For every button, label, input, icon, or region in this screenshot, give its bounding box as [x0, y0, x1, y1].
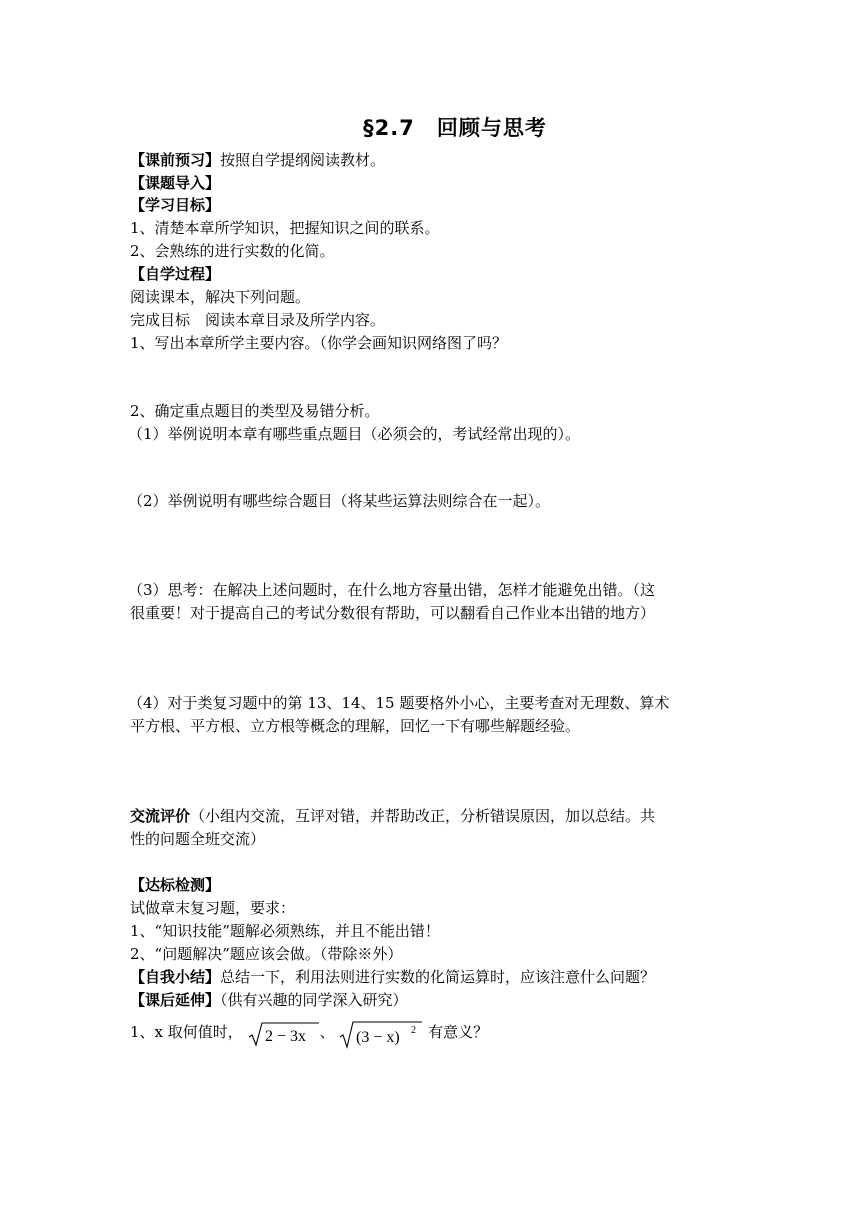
question-2-4-line-a: （4）对于类复习题中的第 13、14、15 题要格外小心，主要考查对无理数、算术: [128, 694, 670, 712]
check-item-2: 2、“问题解决”题应该会做。（带除※外）: [130, 945, 403, 963]
sqrt-expression-1: [248, 1018, 320, 1048]
exchange-line-a: [130, 806, 740, 827]
summary-label: 【自我小结】: [130, 968, 221, 986]
extension-question-1: [130, 1017, 740, 1049]
question-2-4-line-b: 平方根、平方根、立方根等概念的理解，回忆一下有哪些解题经验。: [130, 717, 581, 735]
process-label: 【自学过程】: [130, 265, 221, 283]
extension-text: （供有兴趣的同学深入研究）: [220, 991, 408, 1009]
summary-text: 总结一下，利用法则进行实数的化简运算时，应该注意什么问题？: [220, 968, 656, 986]
check-line-1: 试做章末复习题，要求：: [130, 899, 296, 917]
process-line-2: 完成目标 阅读本章目录及所学内容。: [130, 311, 386, 329]
question-2-3-line-a: （3）思考：在解决上述问题时，在什么地方容量出错，怎样才能避免出错。（这: [128, 581, 656, 599]
intro-line: [130, 173, 740, 194]
sqrt-expression-2: [339, 1018, 423, 1049]
exchange-text-a: （小组内交流，互评对错，并帮助改正，分析错误原因，加以总结。共: [190, 807, 656, 825]
process-heading: [130, 264, 740, 285]
expression-separator: 、: [319, 1023, 335, 1041]
extension-q1-prefix: 1、x 取何值时，: [130, 1023, 243, 1041]
goal-item-1: 1、清楚本章所学知识，把握知识之间的联系。: [130, 219, 440, 237]
expr2-text: (3 − x): [356, 1028, 401, 1046]
expr2-exponent: 2: [411, 1024, 417, 1036]
extension-line: [130, 990, 740, 1011]
question-2-2: （2）举例说明有哪些综合题目（将某些运算法则综合在一起）。: [128, 492, 551, 510]
preview-text: 按照自学提纲阅读教材。: [220, 151, 386, 169]
radical-sign-icon-2: [339, 1019, 423, 1049]
question-2-1: （1）举例说明本章有哪些重点题目（必须会的，考试经常出现的）。: [128, 425, 581, 443]
check-label: 【达标检测】: [130, 876, 221, 894]
preview-line: [130, 150, 740, 171]
intro-label: 【课题导入】: [130, 174, 221, 192]
question-2: 2、确定重点题目的类型及易错分析。: [130, 402, 380, 420]
page-title: §2.7 回顾与思考: [363, 116, 547, 140]
goals-label: 【学习目标】: [130, 196, 221, 214]
extension-label: 【课后延伸】: [130, 991, 221, 1009]
process-line-1: 阅读课本，解决下列问题。: [130, 288, 311, 306]
check-item-1: 1、“知识技能”题解必须熟练，并且不能出错！: [130, 922, 440, 940]
question-2-3-line-b: 很重要！对于提高自己的考试分数很有帮助，可以翻看自己作业本出错的地方）: [130, 604, 656, 622]
exchange-label: 交流评价: [130, 807, 191, 825]
question-1: 1、写出本章所学主要内容。（你学会画知识网络图了吗？: [130, 334, 508, 352]
radical-sign-icon: [248, 1020, 320, 1048]
summary-line: [130, 967, 740, 988]
extension-q1-suffix: 有意义？: [428, 1023, 489, 1041]
exchange-line-b: 性的问题全班交流）: [130, 830, 266, 848]
goal-item-2: 2、会熟练的进行实数的化简。: [130, 242, 335, 260]
expr1-text: 2 − 3x: [264, 1028, 306, 1045]
preview-label: 【课前预习】: [130, 151, 221, 169]
check-heading: [130, 875, 740, 896]
goals-heading: [130, 195, 740, 216]
